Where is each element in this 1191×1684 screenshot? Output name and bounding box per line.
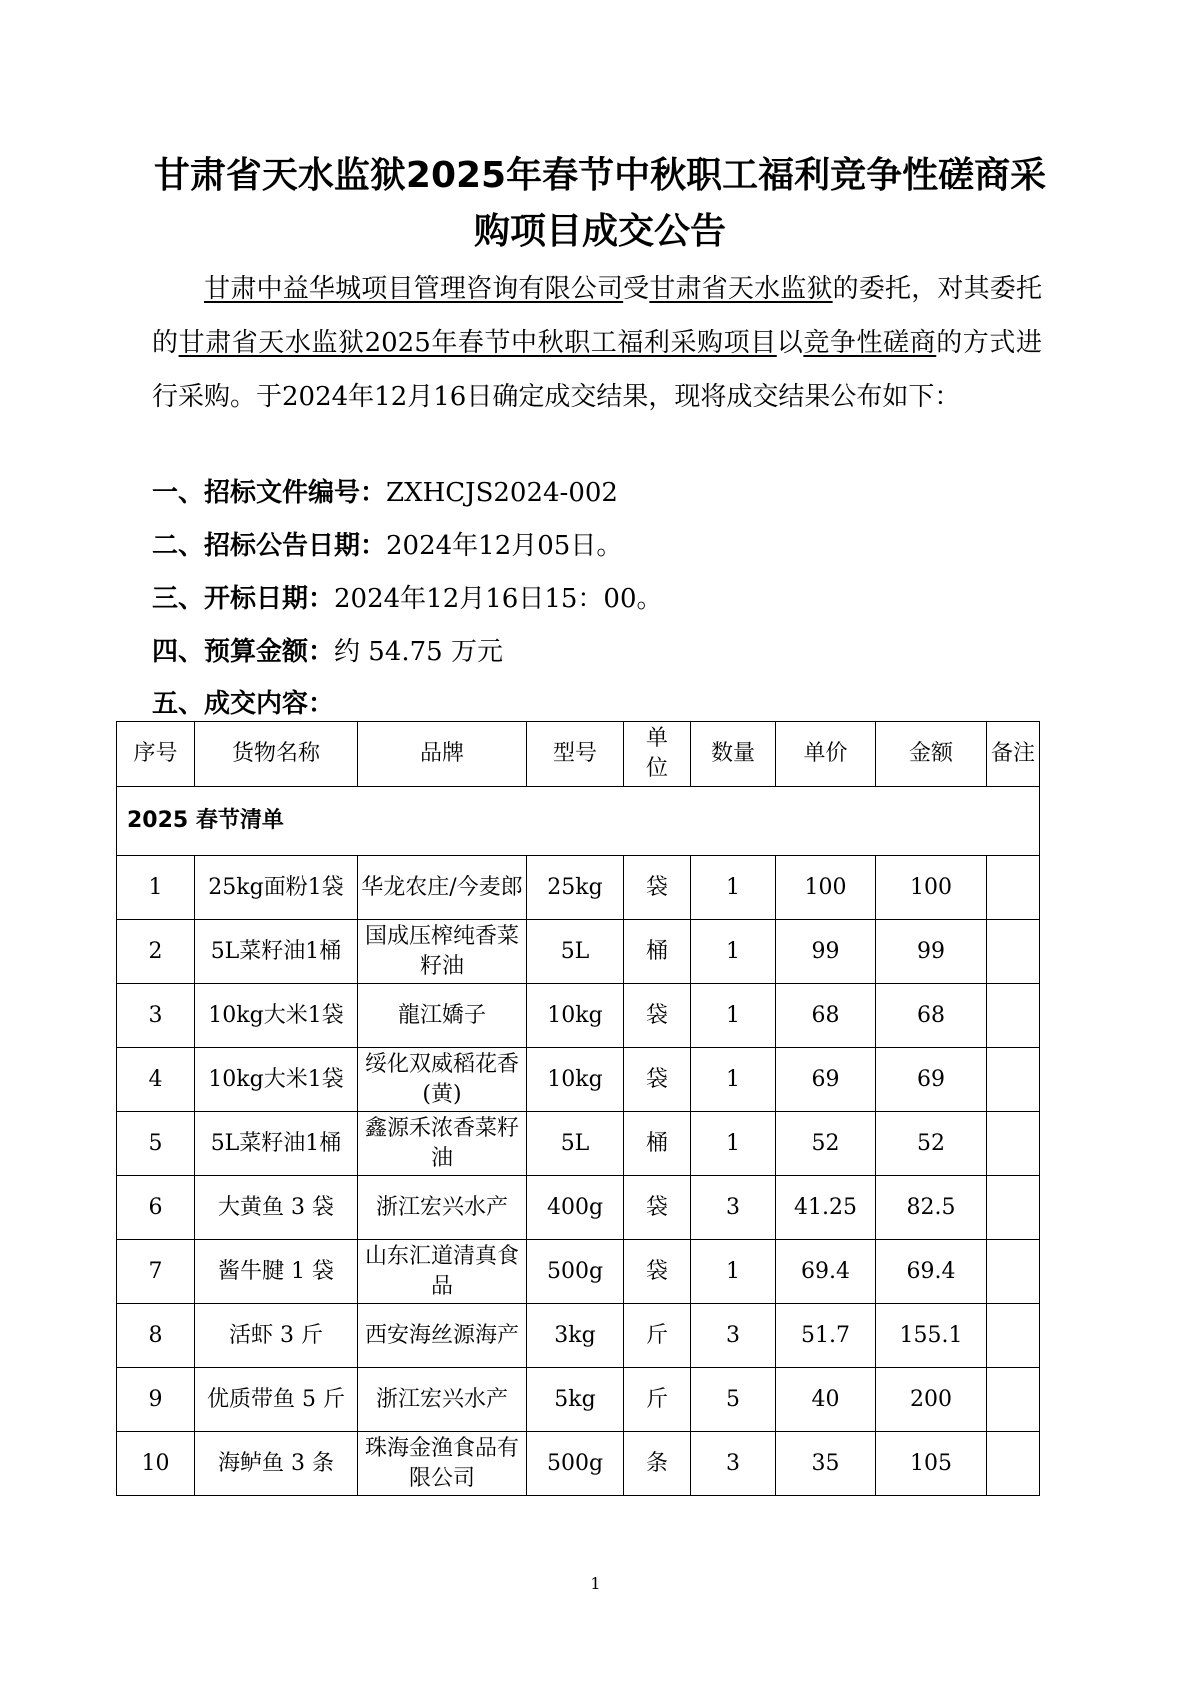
cell-index: 6 <box>117 1176 195 1240</box>
cell-goods-name: 10kg大米1袋 <box>195 984 358 1048</box>
cell-unit: 袋 <box>624 856 691 920</box>
header-model: 型号 <box>527 722 624 787</box>
cell-model: 500g <box>527 1432 624 1496</box>
cell-remarks <box>987 920 1040 984</box>
cell-unit-price: 35 <box>776 1432 876 1496</box>
section-label: 一、招标文件编号： <box>152 478 387 508</box>
cell-goods-name: 5L菜籽油1桶 <box>195 920 358 984</box>
cell-remarks <box>987 1176 1040 1240</box>
cell-unit: 条 <box>624 1432 691 1496</box>
cell-goods-name: 酱牛腱 1 袋 <box>195 1240 358 1304</box>
cell-goods-name: 大黄鱼 3 袋 <box>195 1176 358 1240</box>
cell-index: 10 <box>117 1432 195 1496</box>
cell-index: 2 <box>117 920 195 984</box>
cell-quantity: 3 <box>691 1432 776 1496</box>
cell-unit-price: 41.25 <box>776 1176 876 1240</box>
cell-unit-price: 99 <box>776 920 876 984</box>
table-body <box>117 787 1040 1496</box>
cell-remarks <box>987 984 1040 1048</box>
section-label: 四、预算金额： <box>152 637 335 667</box>
cell-quantity: 1 <box>691 1240 776 1304</box>
cell-remarks <box>987 1048 1040 1112</box>
cell-unit: 袋 <box>624 1240 691 1304</box>
table-row <box>117 1176 1040 1240</box>
cell-index: 9 <box>117 1368 195 1432</box>
cell-amount: 99 <box>876 920 987 984</box>
cell-brand: 国成压榨纯香菜籽油 <box>358 920 527 984</box>
cell-amount: 69.4 <box>876 1240 987 1304</box>
cell-goods-name: 5L菜籽油1桶 <box>195 1112 358 1176</box>
cell-model: 500g <box>527 1240 624 1304</box>
cell-goods-name: 10kg大米1袋 <box>195 1048 358 1112</box>
table-row <box>117 1048 1040 1112</box>
cell-unit: 袋 <box>624 984 691 1048</box>
cell-brand: 绥化双威稻花香(黄) <box>358 1048 527 1112</box>
cell-unit-price: 52 <box>776 1112 876 1176</box>
cell-index: 4 <box>117 1048 195 1112</box>
section-deal-content <box>152 687 334 721</box>
cell-remarks <box>987 1112 1040 1176</box>
cell-unit-price: 100 <box>776 856 876 920</box>
section-announcement-date <box>152 529 622 563</box>
cell-model: 10kg <box>527 1048 624 1112</box>
cell-model: 5kg <box>527 1368 624 1432</box>
cell-brand: 浙江宏兴水产 <box>358 1176 527 1240</box>
cell-unit: 袋 <box>624 1176 691 1240</box>
cell-remarks <box>987 856 1040 920</box>
cell-goods-name: 活虾 3 斤 <box>195 1304 358 1368</box>
project-name: 甘肃省天水监狱2025年春节中秋职工福利采购项目 <box>178 328 777 358</box>
cell-unit: 桶 <box>624 920 691 984</box>
cell-amount: 100 <box>876 856 987 920</box>
cell-quantity: 1 <box>691 1112 776 1176</box>
cell-quantity: 1 <box>691 856 776 920</box>
cell-amount: 52 <box>876 1112 987 1176</box>
cell-quantity: 3 <box>691 1176 776 1240</box>
client-name: 甘肃省天水监狱 <box>649 274 833 304</box>
header-goods-name: 货物名称 <box>195 722 358 787</box>
cell-unit: 斤 <box>624 1304 691 1368</box>
header-remarks: 备注 <box>987 722 1040 787</box>
cell-unit-price: 51.7 <box>776 1304 876 1368</box>
cell-amount: 69 <box>876 1048 987 1112</box>
section-budget <box>152 635 503 669</box>
cell-quantity: 1 <box>691 1048 776 1112</box>
cell-remarks <box>987 1304 1040 1368</box>
section-label: 五、成交内容： <box>152 689 335 719</box>
cell-brand: 鑫源禾浓香菜籽油 <box>358 1112 527 1176</box>
cell-quantity: 1 <box>691 984 776 1048</box>
table-header-row <box>117 722 1040 787</box>
cell-unit: 袋 <box>624 1048 691 1112</box>
cell-quantity: 3 <box>691 1304 776 1368</box>
header-brand: 品牌 <box>358 722 527 787</box>
table-row <box>117 856 1040 920</box>
section-value: ZXHCJS2024-002 <box>386 478 618 508</box>
table-row <box>117 1304 1040 1368</box>
section-document-number <box>152 476 618 510</box>
section-label: 二、招标公告日期： <box>152 531 387 561</box>
cell-quantity: 5 <box>691 1368 776 1432</box>
intro-text-2: 的委托，对其委托的 <box>152 274 1042 358</box>
page-number: 1 <box>590 1574 601 1593</box>
section-value: 约 54.75 万元 <box>334 637 503 667</box>
intro-text-1: 受 <box>623 274 650 304</box>
cell-unit-price: 69 <box>776 1048 876 1112</box>
procurement-method: 竞争性磋商 <box>803 328 937 358</box>
cell-brand: 龍江嬌子 <box>358 984 527 1048</box>
header-index: 序号 <box>117 722 195 787</box>
table-row <box>117 1240 1040 1304</box>
cell-amount: 200 <box>876 1368 987 1432</box>
cell-remarks <box>987 1432 1040 1496</box>
intro-text-4: 的方式进行采购。于2024年12月16日确定成交结果，现将成交结果公布如下： <box>152 328 1042 412</box>
agency-name: 甘肃中益华城项目管理咨询有限公司 <box>204 274 624 304</box>
cell-index: 1 <box>117 856 195 920</box>
cell-brand: 浙江宏兴水产 <box>358 1368 527 1432</box>
page-title: 甘肃省天水监狱2025年春节中秋职工福利竞争性磋商采购项目成交公告 <box>153 155 1047 252</box>
cell-remarks <box>987 1240 1040 1304</box>
cell-brand: 西安海丝源海产 <box>358 1304 527 1368</box>
cell-remarks <box>987 1368 1040 1432</box>
cell-brand: 华龙农庄/今麦郎 <box>358 856 527 920</box>
cell-goods-name: 海鲈鱼 3 条 <box>195 1432 358 1496</box>
cell-unit: 桶 <box>624 1112 691 1176</box>
deal-table <box>116 721 1040 1496</box>
cell-amount: 68 <box>876 984 987 1048</box>
cell-model: 5L <box>527 1112 624 1176</box>
cell-model: 5L <box>527 920 624 984</box>
cell-brand: 山东汇道清真食品 <box>358 1240 527 1304</box>
group-label: 2025 春节清单 <box>117 787 1040 856</box>
cell-amount: 82.5 <box>876 1176 987 1240</box>
table-row <box>117 1432 1040 1496</box>
header-quantity: 数量 <box>691 722 776 787</box>
cell-unit-price: 68 <box>776 984 876 1048</box>
table-row <box>117 1368 1040 1432</box>
cell-index: 8 <box>117 1304 195 1368</box>
section-label: 三、开标日期： <box>152 584 335 614</box>
cell-index: 7 <box>117 1240 195 1304</box>
cell-index: 5 <box>117 1112 195 1176</box>
header-amount: 金额 <box>876 722 987 787</box>
cell-brand: 珠海金渔食品有限公司 <box>358 1432 527 1496</box>
cell-quantity: 1 <box>691 920 776 984</box>
cell-model: 10kg <box>527 984 624 1048</box>
table-row <box>117 984 1040 1048</box>
header-unit-price: 单价 <box>776 722 876 787</box>
cell-model: 3kg <box>527 1304 624 1368</box>
section-value: 2024年12月05日。 <box>386 531 623 561</box>
intro-paragraph <box>152 262 1042 424</box>
cell-goods-name: 25kg面粉1袋 <box>195 856 358 920</box>
section-value: 2024年12月16日15：00。 <box>334 584 663 614</box>
header-unit: 单位 <box>624 722 691 787</box>
cell-unit: 斤 <box>624 1368 691 1432</box>
cell-amount: 105 <box>876 1432 987 1496</box>
section-opening-date <box>152 582 663 616</box>
intro-text-3: 以 <box>776 328 804 358</box>
cell-model: 25kg <box>527 856 624 920</box>
cell-model: 400g <box>527 1176 624 1240</box>
cell-unit-price: 69.4 <box>776 1240 876 1304</box>
cell-goods-name: 优质带鱼 5 斤 <box>195 1368 358 1432</box>
cell-index: 3 <box>117 984 195 1048</box>
group-row <box>117 787 1040 856</box>
cell-amount: 155.1 <box>876 1304 987 1368</box>
table-row <box>117 1112 1040 1176</box>
cell-unit-price: 40 <box>776 1368 876 1432</box>
table-row <box>117 920 1040 984</box>
